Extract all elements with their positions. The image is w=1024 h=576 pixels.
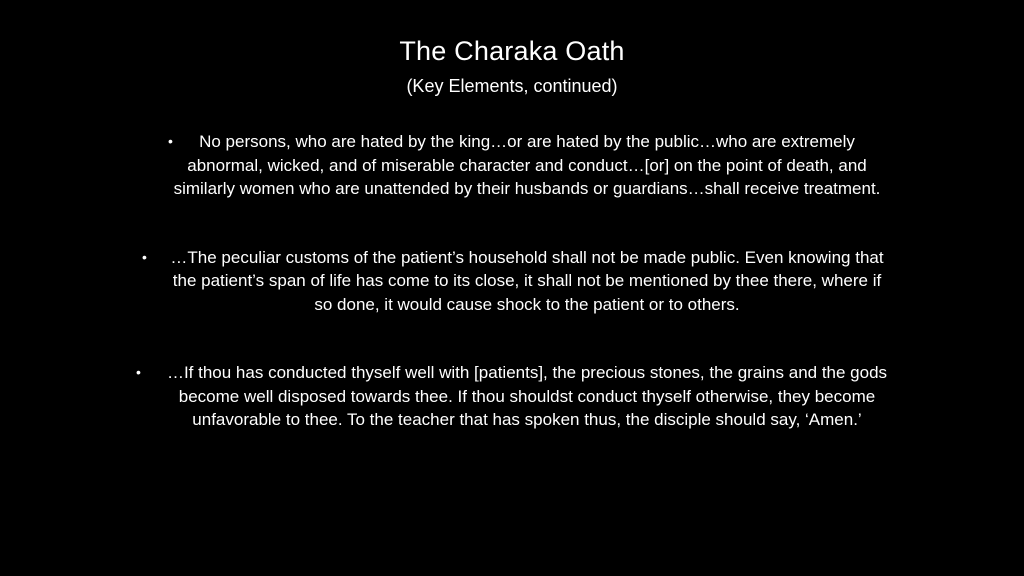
- bullet-item-3: [136, 361, 890, 432]
- bullet-dot-icon: •: [142, 248, 147, 265]
- slide-subtitle: (Key Elements, continued): [406, 76, 618, 96]
- bullet-text: …If thou has conducted thyself well with [patients], the precious stones, the grains and the gods become well disposed towards thee. If thou shouldst conduct thyself otherwise, they become unfavorable to thee. To the teacher that has spoken thus, the disciple should say, ‘Amen.’: [166, 363, 888, 429]
- bullet-item-1: [150, 130, 890, 201]
- slide-title: The Charaka Oath: [399, 36, 625, 66]
- bullet-dot-icon: •: [168, 133, 173, 149]
- bullet-item-2: [142, 246, 890, 317]
- bullet-list: [136, 130, 890, 477]
- bullet-text: …The peculiar customs of the patient’s household shall not be made public. Even knowing that the patient’s span of life has come to its close, it shall not be mentioned by thee there, where if so done, it would cause shock to the patient or to others.: [170, 247, 884, 314]
- bullet-text: No persons, who are hated by the king…or are hated by the public…who are extremely abnormal, wicked, and of miserable character and conduct…[or] on the point of death, and similarly women who are unattended by their husbands or guardians…shall receive treatment.: [173, 132, 881, 198]
- bullet-dot-icon: •: [136, 364, 141, 380]
